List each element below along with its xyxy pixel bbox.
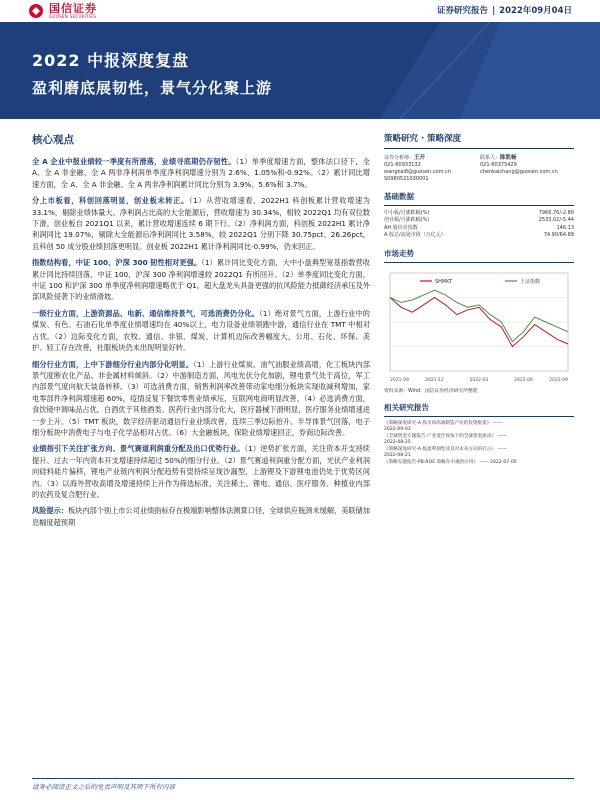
x-tick-label: 2022-09 (549, 377, 568, 383)
paragraph-lead: 指数结构看，中证 100、沪深 300 韧性相对更强。 (32, 258, 202, 268)
divider (384, 262, 574, 263)
logo-text: 国信证券 (49, 1, 97, 15)
market-trend-svg (384, 267, 574, 385)
contact-role: 联系人： (480, 155, 501, 161)
contact-phone: 021-60375429 (480, 162, 517, 168)
paragraph-lead: 风险提示： (32, 506, 68, 516)
paragraph-body: 板块内部个别上市公司业绩指标存在极端影响整体法测算口径，全球供应瓶颈未缓解，美联储加息幅度超预期 (32, 506, 370, 527)
report-title: 2022 中报深度复盘 (32, 51, 190, 70)
paragraph-body: （1）从营收增速看，2022H1 科创板累计营收增速为 33.1%，剔除业绩体量大、净利润占比高的大全能源后，营收增速为 30.34%，相较 2022Q1 均有双位数下滑。创业板自 2021Q1 以来，累计营收增速连续 6 期下行。（2）净利润方面，科创板 2022H1 累计净利润同比 19.07%，剔除大全能源后净利润同比 3.58%，较 2022Q1 分别下降 30.75pct、26.26pct，且科创 50 成分股业绩回落更明显。创业板 2022H1 累计净利润同比-0.99%，仍未回正。 (32, 196, 370, 251)
analyst-role: 证券分析师： (384, 155, 415, 161)
related-reports-title: 相关研究报告 (384, 402, 429, 412)
market-data-table (384, 210, 574, 240)
legend-label: SHMKT (435, 278, 453, 285)
related-report-date: 2022-09-03 (384, 427, 411, 433)
paragraph-lead: 一级行业方面，上游资源品、电新、通信维持景气，可选消费仍分化。 (32, 308, 260, 318)
report-date: 2022年09月04日 (499, 6, 572, 16)
report-category: 策略研究 · 策略深度 (384, 132, 574, 149)
market-data-row (384, 232, 574, 239)
row-value: 146.13 (556, 224, 574, 231)
company-logo (28, 0, 97, 22)
x-tick-label: 2021-12 (425, 377, 444, 383)
divider (384, 205, 574, 206)
market-trend-title: 市场走势 (384, 248, 414, 258)
x-tick-label: 2022-06 (514, 377, 533, 383)
market-trend-chart (384, 267, 574, 385)
chart-source: 资料来源：Wind、国信证券经济研究所整理 (384, 388, 478, 394)
row-label: 创业板/月涨跌幅(%) (384, 217, 430, 224)
report-meta: 证券研究报告 | 2022年09月04日 (437, 6, 572, 16)
paragraph-body: （1）逆势扩张方面，关注资本开支持续提升、过去一年内资本开支增速持续超过 50%的细分行业。（2）景气赛道利润重分配方面，光伏产业利润向硅料硅片偏移，锂电产业链内利润分配趋势有望持续呈现沙漏型，上游锂及下游锂电池仍处于优势区间内。（3）以海外营收高增及增速持续上升作为筛选标准，关注稀土、锂电、通信、医疗服务、种植业内部的农药及复合肥行业。 (32, 444, 370, 499)
paragraph-lead: 业绩指引下关注扩张方向、景气赛道利润重分配及出口优势行业。 (32, 444, 245, 454)
related-report[interactable]: 《策略深度研究-A 股市场高端制造产业的投资框架》 —— 2022-09-03 (384, 421, 574, 434)
logo-icon (28, 3, 44, 19)
row-value: 74.90/64.88 (543, 232, 574, 239)
paragraph (32, 195, 370, 252)
paragraph-body: （1）上游行业煤炭、油气油服业绩高增，化工板块内部景气度断农化产品、非金属材料倾斜。（2）中游制造方面，风电光伏分化加剧，锂电景气处于高位，军工内部景气度向航天装备转移。（3）可选消费方面，销售利润率改善带动家电细分板块实现收减利增加，家电零部件净利润增速超 60%，疫情反复下餐饮零售业绩承压，互联网电商明显改善。（4）必选消费方面，食饮镜中调味品占优，白酒优于其他酒类。医药行业内部分化大，医疗器械下滑明显，医疗服务业绩增速进一步上升。（5）TMT 板块，数字经济驱动通信行业业绩改善，连续三季边际抬升。半导体景气回落，电子细分板块中消费电子与电子化学品相对占优。（6）大金融板块，保险业绩增速回正，券商边际改善。 (32, 359, 370, 437)
top-bar (0, 0, 600, 22)
title-banner (0, 22, 600, 119)
related-report[interactable]: 《全球资金专题报告-产业变迁视角下的全球资金流动》 —— 2022-08-25 (384, 434, 574, 447)
analyst-info (384, 155, 574, 183)
related-report-title[interactable]: 《策略深度研究-A 股市场高端制造产业的投资框架》 (384, 420, 492, 426)
paragraph-lead: 全 A 企业中报业绩较一季度有所滑落，业绩寻底期仍存韧性。 (32, 157, 236, 166)
related-report-title[interactable]: 《全球资金专题报告-产业变迁视角下的全球资金流动》 (384, 433, 496, 439)
paragraph (32, 156, 370, 190)
paragraph (32, 443, 370, 500)
legend-label: 上证指数 (520, 278, 541, 285)
risk-paragraph (32, 505, 370, 528)
related-report-date: 2022-08-25 (384, 440, 411, 446)
paragraph (32, 359, 370, 439)
series-line-2 (390, 290, 568, 341)
banner-decoration (340, 22, 600, 119)
related-report-title[interactable]: 《策略深度研究-A 股盈利韧性及其对未来方向的启示》 (384, 446, 496, 452)
footer-divider (32, 778, 574, 779)
analyst-email[interactable]: wangkai8@guosen.com.cn (384, 169, 451, 175)
contact-email[interactable]: chenkaichang@guosen.com.cn (480, 169, 558, 175)
report-subtitle: 盈利磨底展韧性，景气分化聚上游 (32, 79, 273, 97)
footer-disclaimer: 请务必阅读正文之后的免责声明及其项下所有内容 (32, 783, 175, 791)
section-title: 核心观点 (32, 134, 74, 146)
analyst-card (384, 155, 478, 183)
related-report-date: 2022-07-05 (490, 459, 517, 465)
market-data-row (384, 217, 574, 224)
related-report-date: 2022-08-21 (384, 453, 411, 459)
related-report-title[interactable]: 《策略专题报告-PB-ROE 策略在中观的应用》 (384, 459, 478, 465)
related-reports-list (384, 421, 574, 467)
row-value: 2533.02/-5.44 (538, 217, 574, 224)
related-report[interactable]: 《策略专题报告-PB-ROE 策略在中观的应用》 —— 2022-07-05 (384, 459, 517, 465)
row-label: AH 股价差指数 (384, 224, 418, 231)
paragraph-body: （1）单季度增速方面，整体法口径下，全 A、全 A 非金融、全 A 两非净利润单季度净利润增速分别为 2.6%、1.05%和-0.92%。（2）累计同比增速方面，全 A、全 A 非金融、全 A 两非净利润累计同比分别为 3.9%、5.6%和 3.7%。 (32, 157, 370, 189)
paragraph-body: （1）绝对景气方面，上游行业中的煤炭、有色、石油石化单季度业绩增速均在 40%以上，电力设备业绩领跑中游，通信行业在 TMT 中相对占优。（2）边际变化方面，农牧、通信、非银、煤炭、计算机边际改善幅度大，公用、石化、环保、美护、轻工存在改善，社服板块仍未出现明显好转。 (32, 308, 370, 353)
analyst-name: 王开 (414, 155, 426, 161)
row-value: 7966.76/-2.80 (538, 210, 574, 216)
x-tick-label: 2022-03 (469, 377, 489, 383)
paragraph-body: （1）累计同比变化方面，大中小盘典型宽基指数营收累计同比持续回落，中证 100、沪深 300 净利润增速较 2022Q1 有所回升。（2）单季度同比变化方面，中证 100 和沪深 300 单季度净利润增速略优于 Q1。超大盘龙头具备更强的抗风险能力抵御经济承压及外部风险侵袭下的业绩滑坡。 (32, 258, 370, 302)
analyst-phone: 021-60933132 (384, 162, 421, 168)
paragraph (32, 308, 370, 354)
x-tick-label: 2021-09 (390, 377, 409, 383)
paragraph-lead: 分上市板看，科创回落明显，创业板未转正。 (32, 196, 189, 206)
paragraph-lead: 细分行业方面，上中下游细分行业内部分化明显。 (32, 359, 194, 369)
divider (384, 416, 574, 417)
logo-subtext: GUOSEN SECURITIES (49, 13, 97, 19)
market-data-title: 基础数据 (384, 192, 414, 201)
sidebar (384, 132, 574, 466)
row-label: 中小板/月涨跌幅(%) (384, 210, 430, 216)
core-viewpoints (32, 132, 370, 533)
contact-name: 陈凯畅 (500, 155, 517, 161)
row-label: A 股总/流通市值（万亿元） (384, 232, 446, 239)
analyst-cert: S0980521030001 (384, 176, 429, 182)
contact-card (480, 155, 574, 183)
report-type: 证券研究报告 (437, 6, 489, 16)
paragraph (32, 257, 370, 303)
related-report[interactable]: 《策略深度研究-A 股盈利韧性及其对未来方向的启示》 —— 2022-08-21 (384, 447, 574, 460)
